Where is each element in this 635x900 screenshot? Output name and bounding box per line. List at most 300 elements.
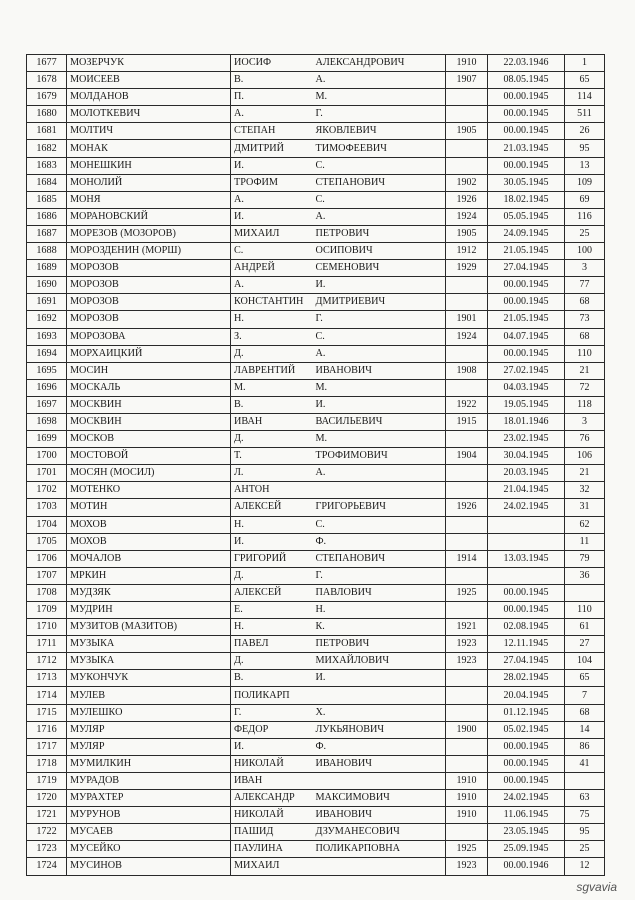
- first-name-cell: ГРИГОРИЙ: [231, 550, 313, 567]
- count-cell: 75: [565, 807, 605, 824]
- table-row: [27, 584, 605, 601]
- patronymic-cell: ЛУКЬЯНОВИЧ: [313, 721, 446, 738]
- first-name-cell: ИОСИФ: [231, 55, 313, 72]
- count-cell: 32: [565, 482, 605, 499]
- record-number: 1705: [27, 533, 67, 550]
- table-row: [27, 653, 605, 670]
- surname-cell: МОСКВИН: [67, 396, 231, 413]
- surname-cell: МОСКАЛЬ: [67, 379, 231, 396]
- surname-cell: МОНЯ: [67, 191, 231, 208]
- patronymic-cell: СТЕПАНОВИЧ: [313, 550, 446, 567]
- birth-year-cell: 1910: [446, 55, 488, 72]
- date-cell: 23.02.1945: [488, 431, 565, 448]
- date-cell: 21.05.1945: [488, 243, 565, 260]
- surname-cell: МОЛТИЧ: [67, 123, 231, 140]
- birth-year-cell: 1905: [446, 225, 488, 242]
- surname-cell: МУДРИН: [67, 602, 231, 619]
- surname-cell: МУДЗЯК: [67, 584, 231, 601]
- birth-year-cell: [446, 379, 488, 396]
- date-cell: 22.03.1946: [488, 55, 565, 72]
- patronymic-cell: МИХАЙЛОВИЧ: [313, 653, 446, 670]
- patronymic-cell: ИВАНОВИЧ: [313, 755, 446, 772]
- table-row: [27, 89, 605, 106]
- birth-year-cell: 1923: [446, 636, 488, 653]
- table-row: [27, 72, 605, 89]
- surname-cell: МОРАНОВСКИЙ: [67, 208, 231, 225]
- date-cell: 25.09.1945: [488, 841, 565, 858]
- count-cell: 21: [565, 362, 605, 379]
- first-name-cell: ПАШИД: [231, 824, 313, 841]
- patronymic-cell: Н.: [313, 602, 446, 619]
- count-cell: 86: [565, 738, 605, 755]
- date-cell: 00.00.1945: [488, 89, 565, 106]
- patronymic-cell: [313, 482, 446, 499]
- date-cell: 00.00.1946: [488, 858, 565, 875]
- table-row: [27, 670, 605, 687]
- surname-cell: МУСАЕВ: [67, 824, 231, 841]
- count-cell: 41: [565, 755, 605, 772]
- first-name-cell: МИХАИЛ: [231, 225, 313, 242]
- date-cell: 21.03.1945: [488, 140, 565, 157]
- surname-cell: МОЧАЛОВ: [67, 550, 231, 567]
- patronymic-cell: М.: [313, 431, 446, 448]
- surname-cell: МУЛЯР: [67, 721, 231, 738]
- table-row: [27, 123, 605, 140]
- record-number: 1723: [27, 841, 67, 858]
- birth-year-cell: 1912: [446, 243, 488, 260]
- birth-year-cell: [446, 670, 488, 687]
- date-cell: 20.03.1945: [488, 465, 565, 482]
- count-cell: 14: [565, 721, 605, 738]
- birth-year-cell: [446, 602, 488, 619]
- record-number: 1702: [27, 482, 67, 499]
- patronymic-cell: С.: [313, 191, 446, 208]
- table-row: [27, 225, 605, 242]
- count-cell: 511: [565, 106, 605, 123]
- surname-cell: МУСЕЙКО: [67, 841, 231, 858]
- record-number: 1704: [27, 516, 67, 533]
- first-name-cell: ИВАН: [231, 772, 313, 789]
- surname-cell: МУСИНОВ: [67, 858, 231, 875]
- table-row: [27, 482, 605, 499]
- surname-cell: МУЛЕВ: [67, 687, 231, 704]
- birth-year-cell: 1925: [446, 584, 488, 601]
- record-number: 1718: [27, 755, 67, 772]
- site-watermark: sgvavia: [576, 880, 617, 894]
- first-name-cell: ЛАВРЕНТИЙ: [231, 362, 313, 379]
- surname-cell: МУЛЕШКО: [67, 704, 231, 721]
- record-number: 1710: [27, 619, 67, 636]
- birth-year-cell: [446, 140, 488, 157]
- date-cell: 13.03.1945: [488, 550, 565, 567]
- date-cell: 27.04.1945: [488, 260, 565, 277]
- count-cell: 21: [565, 465, 605, 482]
- count-cell: 1: [565, 55, 605, 72]
- first-name-cell: КОНСТАНТИН: [231, 294, 313, 311]
- table-row: [27, 379, 605, 396]
- count-cell: 110: [565, 602, 605, 619]
- patronymic-cell: С.: [313, 157, 446, 174]
- patronymic-cell: ДЗУМАНЕСОВИЧ: [313, 824, 446, 841]
- date-cell: 19.05.1945: [488, 396, 565, 413]
- patronymic-cell: СЕМЕНОВИЧ: [313, 260, 446, 277]
- date-cell: 00.00.1945: [488, 157, 565, 174]
- table-row: [27, 824, 605, 841]
- record-number: 1697: [27, 396, 67, 413]
- record-number: 1719: [27, 772, 67, 789]
- birth-year-cell: 1910: [446, 772, 488, 789]
- date-cell: 00.00.1945: [488, 106, 565, 123]
- patronymic-cell: А.: [313, 72, 446, 89]
- date-cell: 21.04.1945: [488, 482, 565, 499]
- birth-year-cell: [446, 294, 488, 311]
- record-number: 1712: [27, 653, 67, 670]
- date-cell: 05.05.1945: [488, 208, 565, 225]
- patronymic-cell: ИВАНОВИЧ: [313, 807, 446, 824]
- date-cell: 27.02.1945: [488, 362, 565, 379]
- first-name-cell: В.: [231, 72, 313, 89]
- count-cell: 69: [565, 191, 605, 208]
- first-name-cell: ПАВЕЛ: [231, 636, 313, 653]
- birth-year-cell: 1924: [446, 208, 488, 225]
- table-row: [27, 396, 605, 413]
- table-row: [27, 413, 605, 430]
- first-name-cell: АЛЕКСАНДР: [231, 790, 313, 807]
- table-row: [27, 208, 605, 225]
- date-cell: 08.05.1945: [488, 72, 565, 89]
- patronymic-cell: [313, 858, 446, 875]
- patronymic-cell: А.: [313, 208, 446, 225]
- count-cell: 61: [565, 619, 605, 636]
- record-number: 1720: [27, 790, 67, 807]
- date-cell: 04.07.1945: [488, 328, 565, 345]
- count-cell: 100: [565, 243, 605, 260]
- patronymic-cell: А.: [313, 465, 446, 482]
- count-cell: 68: [565, 328, 605, 345]
- birth-year-cell: [446, 687, 488, 704]
- birth-year-cell: 1924: [446, 328, 488, 345]
- table-row: [27, 807, 605, 824]
- first-name-cell: И.: [231, 533, 313, 550]
- birth-year-cell: [446, 465, 488, 482]
- surname-cell: МОТЕНКО: [67, 482, 231, 499]
- surname-cell: МУРАДОВ: [67, 772, 231, 789]
- patronymic-cell: СТЕПАНОВИЧ: [313, 174, 446, 191]
- patronymic-cell: Г.: [313, 567, 446, 584]
- table-row: [27, 636, 605, 653]
- record-number: 1690: [27, 277, 67, 294]
- patronymic-cell: [313, 772, 446, 789]
- record-number: 1699: [27, 431, 67, 448]
- record-number: 1680: [27, 106, 67, 123]
- count-cell: 95: [565, 140, 605, 157]
- count-cell: 65: [565, 670, 605, 687]
- birth-year-cell: 1915: [446, 413, 488, 430]
- birth-year-cell: 1905: [446, 123, 488, 140]
- table-row: [27, 499, 605, 516]
- count-cell: 77: [565, 277, 605, 294]
- first-name-cell: И.: [231, 738, 313, 755]
- surname-cell: МОСЯН (МОСИЛ): [67, 465, 231, 482]
- surname-cell: МУЗЫКА: [67, 653, 231, 670]
- patronymic-cell: М.: [313, 89, 446, 106]
- patronymic-cell: ДМИТРИЕВИЧ: [313, 294, 446, 311]
- record-number: 1716: [27, 721, 67, 738]
- surname-cell: МОРХАИЦКИЙ: [67, 345, 231, 362]
- count-cell: 11: [565, 533, 605, 550]
- surname-cell: МОНОЛИЙ: [67, 174, 231, 191]
- patronymic-cell: Г.: [313, 106, 446, 123]
- first-name-cell: Н.: [231, 311, 313, 328]
- patronymic-cell: АЛЕКСАНДРОВИЧ: [313, 55, 446, 72]
- table-row: [27, 448, 605, 465]
- count-cell: 68: [565, 704, 605, 721]
- date-cell: [488, 567, 565, 584]
- record-number: 1693: [27, 328, 67, 345]
- date-cell: 00.00.1945: [488, 602, 565, 619]
- date-cell: 00.00.1945: [488, 294, 565, 311]
- roster-table: [26, 54, 605, 876]
- date-cell: 01.12.1945: [488, 704, 565, 721]
- count-cell: 95: [565, 824, 605, 841]
- count-cell: 68: [565, 294, 605, 311]
- count-cell: 109: [565, 174, 605, 191]
- surname-cell: МОРОЗОВ: [67, 311, 231, 328]
- first-name-cell: Д.: [231, 567, 313, 584]
- table-row: [27, 362, 605, 379]
- date-cell: 27.04.1945: [488, 653, 565, 670]
- birth-year-cell: [446, 755, 488, 772]
- record-number: 1698: [27, 413, 67, 430]
- birth-year-cell: 1907: [446, 72, 488, 89]
- first-name-cell: Г.: [231, 704, 313, 721]
- count-cell: 3: [565, 260, 605, 277]
- date-cell: 18.01.1946: [488, 413, 565, 430]
- surname-cell: МОСКВИН: [67, 413, 231, 430]
- surname-cell: МОНЕШКИН: [67, 157, 231, 174]
- count-cell: 72: [565, 379, 605, 396]
- table-row: [27, 431, 605, 448]
- record-number: 1679: [27, 89, 67, 106]
- birth-year-cell: 1923: [446, 653, 488, 670]
- patronymic-cell: ПОЛИКАРПОВНА: [313, 841, 446, 858]
- birth-year-cell: [446, 431, 488, 448]
- count-cell: 76: [565, 431, 605, 448]
- date-cell: 18.02.1945: [488, 191, 565, 208]
- patronymic-cell: Ф.: [313, 533, 446, 550]
- record-number: 1678: [27, 72, 67, 89]
- count-cell: 118: [565, 396, 605, 413]
- surname-cell: МОСТОВОЙ: [67, 448, 231, 465]
- record-number: 1685: [27, 191, 67, 208]
- patronymic-cell: ИВАНОВИЧ: [313, 362, 446, 379]
- surname-cell: МУРАХТЕР: [67, 790, 231, 807]
- count-cell: 73: [565, 311, 605, 328]
- birth-year-cell: [446, 824, 488, 841]
- count-cell: 65: [565, 72, 605, 89]
- count-cell: 31: [565, 499, 605, 516]
- record-number: 1707: [27, 567, 67, 584]
- first-name-cell: Н.: [231, 619, 313, 636]
- table-row: [27, 465, 605, 482]
- table-row: [27, 106, 605, 123]
- patronymic-cell: И.: [313, 277, 446, 294]
- date-cell: 30.04.1945: [488, 448, 565, 465]
- birth-year-cell: 1908: [446, 362, 488, 379]
- record-number: 1687: [27, 225, 67, 242]
- table-row: [27, 841, 605, 858]
- birth-year-cell: [446, 89, 488, 106]
- count-cell: 116: [565, 208, 605, 225]
- first-name-cell: НИКОЛАЙ: [231, 755, 313, 772]
- date-cell: 04.03.1945: [488, 379, 565, 396]
- count-cell: 25: [565, 225, 605, 242]
- surname-cell: МРКИН: [67, 567, 231, 584]
- date-cell: 24.02.1945: [488, 790, 565, 807]
- first-name-cell: А.: [231, 191, 313, 208]
- birth-year-cell: [446, 704, 488, 721]
- date-cell: 24.09.1945: [488, 225, 565, 242]
- date-cell: 00.00.1945: [488, 772, 565, 789]
- patronymic-cell: Ф.: [313, 738, 446, 755]
- birth-year-cell: 1926: [446, 499, 488, 516]
- date-cell: 11.06.1945: [488, 807, 565, 824]
- surname-cell: МОНАК: [67, 140, 231, 157]
- surname-cell: МУЗЫКА: [67, 636, 231, 653]
- count-cell: 110: [565, 345, 605, 362]
- patronymic-cell: ГРИГОРЬЕВИЧ: [313, 499, 446, 516]
- birth-year-cell: 1901: [446, 311, 488, 328]
- table-row: [27, 533, 605, 550]
- birth-year-cell: [446, 482, 488, 499]
- patronymic-cell: МАКСИМОВИЧ: [313, 790, 446, 807]
- record-number: 1681: [27, 123, 67, 140]
- birth-year-cell: [446, 157, 488, 174]
- patronymic-cell: Х.: [313, 704, 446, 721]
- count-cell: 25: [565, 841, 605, 858]
- record-number: 1714: [27, 687, 67, 704]
- date-cell: 20.04.1945: [488, 687, 565, 704]
- first-name-cell: И.: [231, 208, 313, 225]
- date-cell: [488, 533, 565, 550]
- table-row: [27, 755, 605, 772]
- record-number: 1701: [27, 465, 67, 482]
- birth-year-cell: 1904: [446, 448, 488, 465]
- table-row: [27, 191, 605, 208]
- surname-cell: МОСКОВ: [67, 431, 231, 448]
- patronymic-cell: Г.: [313, 311, 446, 328]
- table-row: [27, 790, 605, 807]
- table-row: [27, 55, 605, 72]
- patronymic-cell: А.: [313, 345, 446, 362]
- record-number: 1713: [27, 670, 67, 687]
- count-cell: 114: [565, 89, 605, 106]
- date-cell: 00.00.1945: [488, 345, 565, 362]
- record-number: 1695: [27, 362, 67, 379]
- record-number: 1715: [27, 704, 67, 721]
- first-name-cell: ПОЛИКАРП: [231, 687, 313, 704]
- date-cell: 24.02.1945: [488, 499, 565, 516]
- table-row: [27, 567, 605, 584]
- record-number: 1694: [27, 345, 67, 362]
- birth-year-cell: [446, 738, 488, 755]
- surname-cell: МОРОЗОВ: [67, 277, 231, 294]
- birth-year-cell: [446, 533, 488, 550]
- surname-cell: МОСИН: [67, 362, 231, 379]
- birth-year-cell: 1922: [446, 396, 488, 413]
- date-cell: 00.00.1945: [488, 123, 565, 140]
- table-row: [27, 704, 605, 721]
- surname-cell: МОТИН: [67, 499, 231, 516]
- record-number: 1677: [27, 55, 67, 72]
- table-row: [27, 260, 605, 277]
- first-name-cell: АЛЕКСЕЙ: [231, 584, 313, 601]
- count-cell: 63: [565, 790, 605, 807]
- record-number: 1684: [27, 174, 67, 191]
- date-cell: 12.11.1945: [488, 636, 565, 653]
- birth-year-cell: 1900: [446, 721, 488, 738]
- record-number: 1696: [27, 379, 67, 396]
- count-cell: 7: [565, 687, 605, 704]
- patronymic-cell: С.: [313, 328, 446, 345]
- table-row: [27, 772, 605, 789]
- count-cell: 79: [565, 550, 605, 567]
- record-number: 1708: [27, 584, 67, 601]
- patronymic-cell: ПЕТРОВИЧ: [313, 636, 446, 653]
- patronymic-cell: М.: [313, 379, 446, 396]
- first-name-cell: И.: [231, 157, 313, 174]
- table-row: [27, 311, 605, 328]
- first-name-cell: С.: [231, 243, 313, 260]
- surname-cell: МОХОВ: [67, 533, 231, 550]
- first-name-cell: МИХАИЛ: [231, 858, 313, 875]
- surname-cell: МУМИЛКИН: [67, 755, 231, 772]
- record-number: 1683: [27, 157, 67, 174]
- surname-cell: МОРОЗДЕНИН (МОРШ): [67, 243, 231, 260]
- count-cell: [565, 584, 605, 601]
- first-name-cell: АНТОН: [231, 482, 313, 499]
- first-name-cell: Л.: [231, 465, 313, 482]
- count-cell: 12: [565, 858, 605, 875]
- date-cell: 00.00.1945: [488, 277, 565, 294]
- birth-year-cell: [446, 345, 488, 362]
- first-name-cell: АНДРЕЙ: [231, 260, 313, 277]
- first-name-cell: ПАУЛИНА: [231, 841, 313, 858]
- first-name-cell: Е.: [231, 602, 313, 619]
- birth-year-cell: 1902: [446, 174, 488, 191]
- surname-cell: МОХОВ: [67, 516, 231, 533]
- table-row: [27, 738, 605, 755]
- surname-cell: МУРУНОВ: [67, 807, 231, 824]
- patronymic-cell: К.: [313, 619, 446, 636]
- patronymic-cell: ОСИПОВИЧ: [313, 243, 446, 260]
- first-name-cell: ДМИТРИЙ: [231, 140, 313, 157]
- record-number: 1724: [27, 858, 67, 875]
- table-row: [27, 174, 605, 191]
- surname-cell: МОРОЗОВ: [67, 260, 231, 277]
- table-row: [27, 157, 605, 174]
- count-cell: 62: [565, 516, 605, 533]
- table-row: [27, 550, 605, 567]
- first-name-cell: В.: [231, 670, 313, 687]
- patronymic-cell: ПЕТРОВИЧ: [313, 225, 446, 242]
- roster-body: [27, 55, 605, 876]
- first-name-cell: ИВАН: [231, 413, 313, 430]
- patronymic-cell: ТИМОФЕЕВИЧ: [313, 140, 446, 157]
- date-cell: 00.00.1945: [488, 738, 565, 755]
- surname-cell: МОРЕЗОВ (МОЗОРОВ): [67, 225, 231, 242]
- birth-year-cell: 1914: [446, 550, 488, 567]
